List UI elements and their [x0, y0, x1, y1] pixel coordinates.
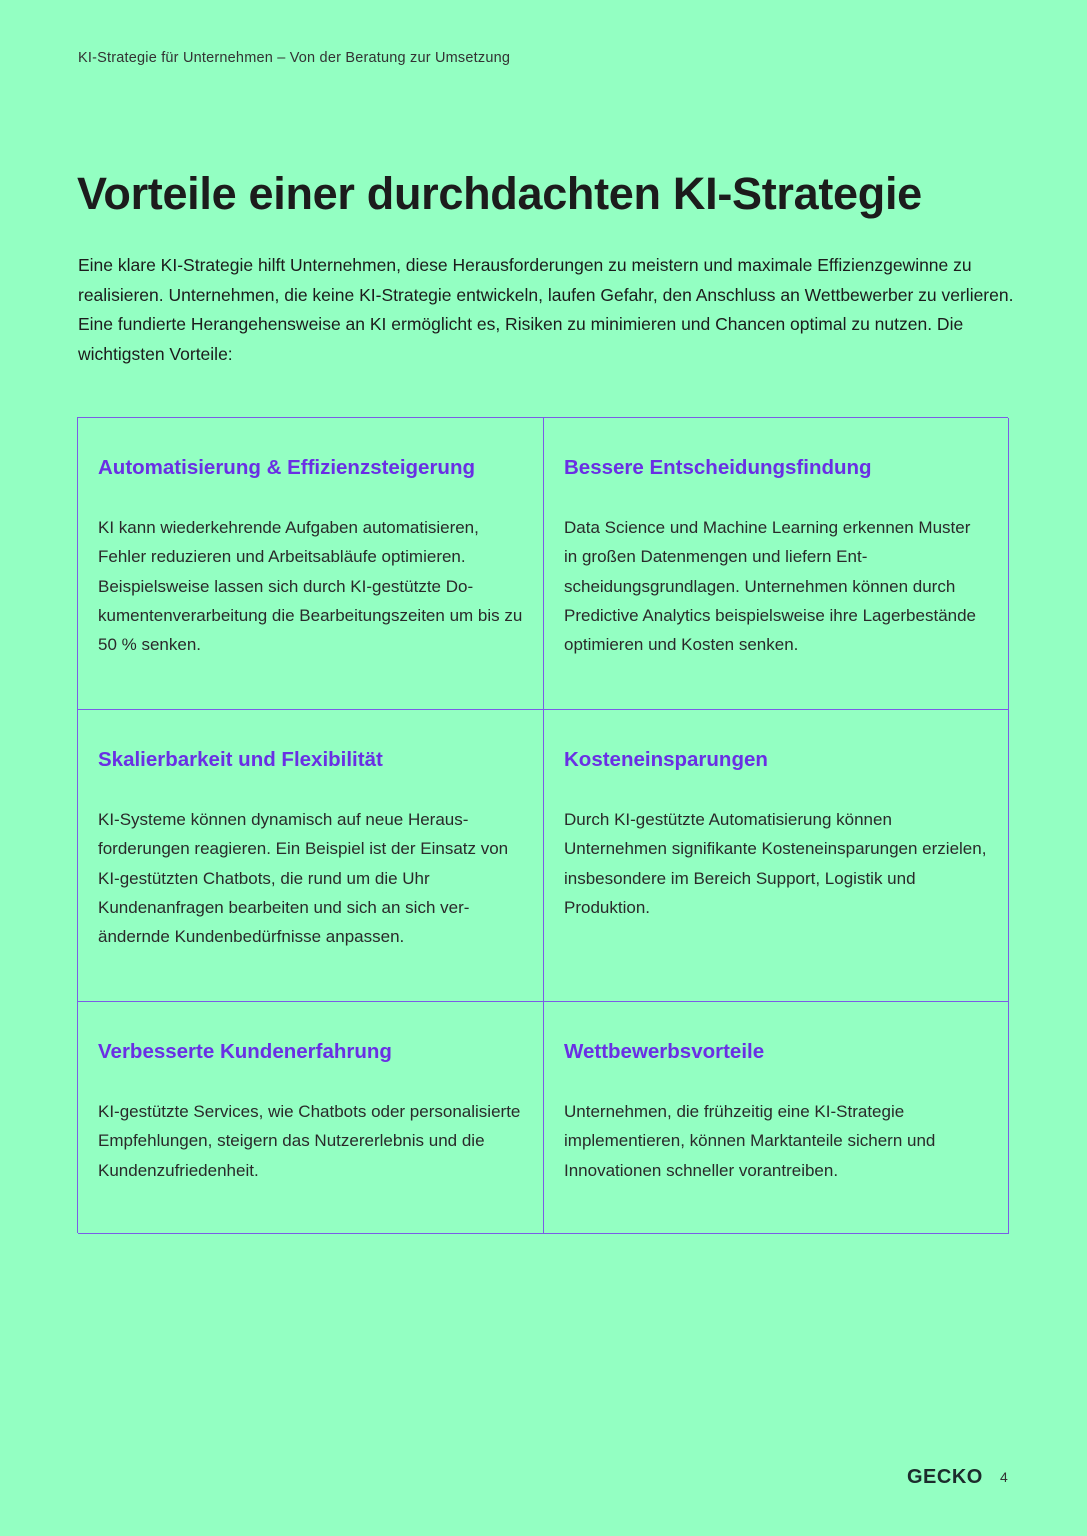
benefit-title: Verbesserte Kundenerfahrung: [98, 1040, 392, 1063]
benefit-card-scalability: [78, 710, 544, 1002]
brand-logo: GECKO: [907, 1466, 983, 1488]
page-title: Vorteile einer durchdachten KI-Strategie: [77, 168, 922, 219]
benefit-card-customer-experience: [78, 1002, 544, 1234]
benefit-title: Wettbewerbsvorteile: [564, 1040, 765, 1063]
benefit-title: Skalierbarkeit und Flexibilität: [98, 748, 383, 771]
intro-paragraph: Eine klare KI-Strategie hilft Unternehmen, diese Herausforderungen zu meistern und maximale Effizienzgewinne zu realisieren. Unternehmen, die keine KI-Strategie entwickeln, laufen Gefahr, den Anschluss an Wettbewerber zu verlieren. Eine fundierte Herangehensweise an KI ermöglicht es, Risiken zu minimieren und Chancen optimal zu nutzen. Die wichtigsten Vorteile:: [78, 255, 1014, 364]
benefit-title: Kosteneinsparungen: [564, 748, 768, 771]
benefit-title: Bessere Entscheidungsfindung: [564, 456, 872, 479]
benefit-title: Automatisierung & Effizienzsteigerung: [98, 456, 475, 479]
benefit-text: KI kann wiederkehrende Aufgaben automatisieren, Fehler reduzieren und Arbeitsabläufe optimieren. Beispielsweise lassen sich durch KI-gestützte Dokumentenverarbeitung die Bearbeitungszeiten um bis zu 50 % senken.: [98, 518, 523, 655]
benefit-text: Durch KI-gestützte Automatisierung können Unternehmen signifikante Kosteneinsparungen erzielen, insbesondere im Bereich Support, Logistik und Produktion.: [564, 810, 987, 917]
benefit-text: Unternehmen, die frühzeitig eine KI-Strategie implementieren, können Marktanteile sichern und Innovationen schneller vorantreiben.: [564, 1102, 936, 1180]
benefit-card-competitive-advantage: [544, 1002, 1009, 1234]
benefits-grid: [77, 417, 1008, 1233]
running-header: KI-Strategie für Unternehmen – Von der Beratung zur Umsetzung: [78, 50, 511, 66]
benefit-card-cost-savings: [544, 710, 1009, 1002]
benefit-text: Data Science und Machine Learning erkennen Muster in großen Datenmengen und liefern Entscheidungsgrundlagen. Unternehmen können durch Predictive Analytics beispielsweise ihre Lagerbestände optimieren und Kosten senken.: [564, 518, 977, 655]
benefit-card-decisions: [544, 418, 1009, 710]
benefit-card-automation: [78, 418, 544, 710]
benefit-text: KI-gestützte Services, wie Chatbots oder personalisierte Empfehlungen, steigern das Nutzererlebnis und die Kundenzufriedenheit.: [98, 1102, 521, 1180]
benefit-text: KI-Systeme können dynamisch auf neue Herausforderungen reagieren. Ein Beispiel ist der Einsatz von KI-gestützten Chatbots, die rund um die Uhr Kundenanfragen bearbeiten und sich an sich verändernde Kundenbedürfnisse anpassen.: [98, 810, 509, 947]
page-number: 4: [1000, 1469, 1008, 1485]
